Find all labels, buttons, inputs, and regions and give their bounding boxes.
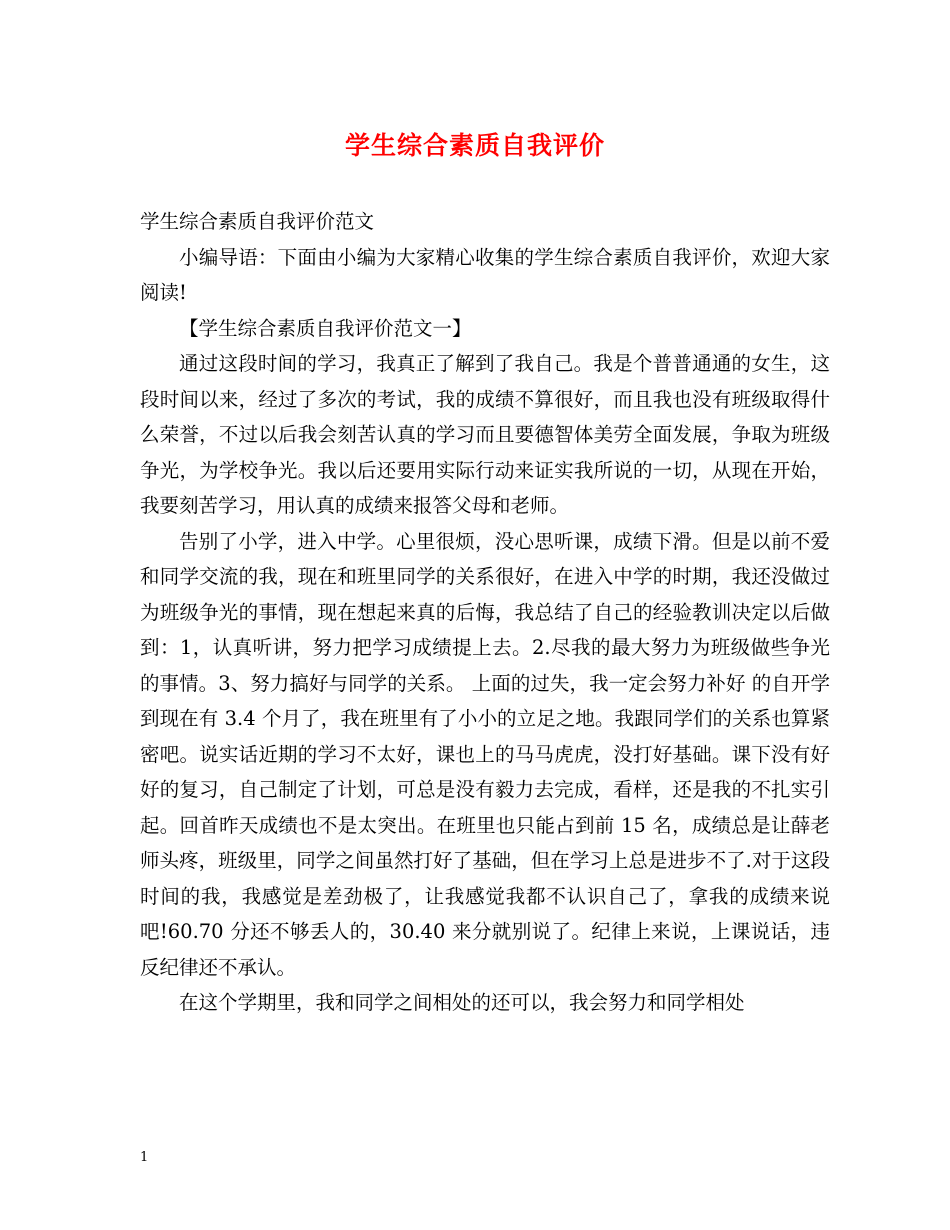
- subtitle: 学生综合素质自我评价范文: [140, 210, 375, 233]
- section-heading: 【学生综合素质自我评价范文一】: [179, 316, 472, 340]
- page-number: 1: [140, 1150, 149, 1165]
- document-title: 学生综合素质自我评价: [344, 131, 605, 160]
- intro-paragraph: 小编导语：下面由小编为大家精心收集的学生综合素质自我评价，欢迎大家阅读!: [140, 245, 830, 304]
- body-paragraph-3: 在这个学期里，我和同学之间相处的还可以，我会努力和同学相处: [179, 991, 745, 1014]
- body-paragraph-2: 告别了小学，进入中学。心里很烦，没心思听课，成绩下滑。但是以前不爱和同学交流的我，现在和班里同学的关系很好，在进入中学的时期，我还没做过为班级争光的事情，现在想起来真的后悔，我总结了自己的经验教训决定以后做到：1，认真听讲，努力把学习成绩提上去。2.尽我的最大努力为班级做些争光的事情。3、努力搞好与同学的关系。 上面的过失，我一定会努力补好 的自开学到现在有 3.4 个月了，我在班里有了小小的立足之地。我跟同学们的关系也算紧密吧。说实话近期的学习不太好，课也上的马马虎虎，没打好基础。课下没有好好的复习，自己制定了计划，可总是没有毅力去完成，看样，还是我的不扎实引起。回首昨天成绩也不是太突出。在班里也只能占到前 15 名，成绩总是让薛老师头疼，班级里，同学之间虽然打好了基础，但在学习上总是进步不了.对于这段时间的我，我感觉是差劲极了，让我感觉我都不认识自己了，拿我的成绩来说吧!60.70 分还不够丢人的，30.40 来分就别说了。纪律上来说，上课说话，违反纪律还不承认。: [140, 529, 830, 979]
- body-paragraph-1: 通过这段时间的学习，我真正了解到了我自己。我是个普普通通的女生，这段时间以来，经过了多次的考试，我的成绩不算很好，而且我也没有班级取得什么荣誉，不过以后我会刻苦认真的学习而且要德智体美劳全面发展，争取为班级争光，为学校争光。我以后还要用实际行动来证实我所说的一切，从现在开始，我要刻苦学习，用认真的成绩来报答父母和老师。: [140, 352, 830, 517]
- document-body: [140, 204, 830, 1021]
